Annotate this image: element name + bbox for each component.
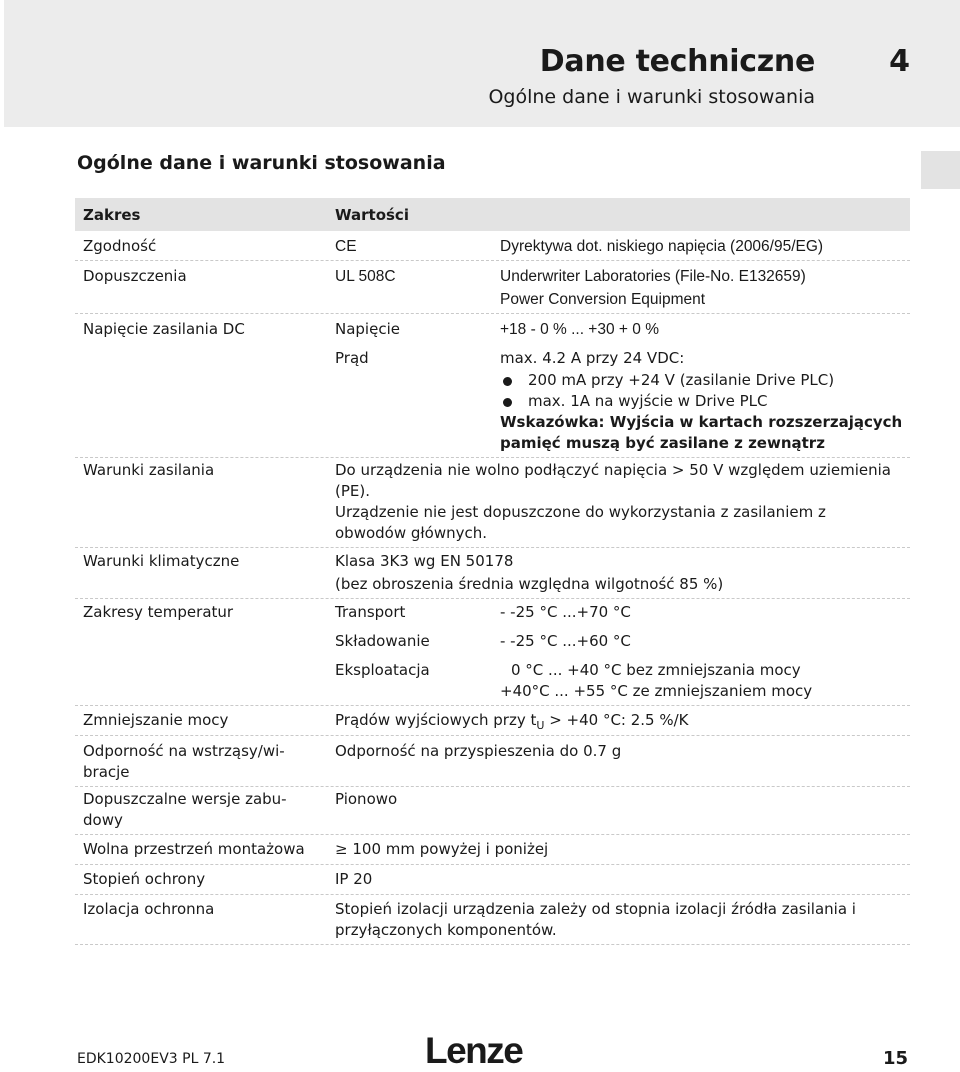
sub-label-skladowanie: Składowanie <box>335 632 430 650</box>
row-label-warunki-zasilania: Warunki zasilania <box>83 461 215 479</box>
column-header-zakres: Zakres <box>83 206 141 224</box>
bullet-icon <box>503 377 512 386</box>
row-label-przestrzen: Wolna przestrzeń montażowa <box>83 840 305 858</box>
insulation-line-2: przyłączonych komponentów. <box>335 921 557 939</box>
value-ul-lab: Underwriter Laboratories (File-No. E132659) <box>500 268 806 285</box>
supply-line-1: Do urządzenia nie wolno podłączyć napięcia > 50 V względem uziemienia <box>335 461 891 479</box>
sub-label-eksploatacja: Eksploatacja <box>335 661 430 679</box>
row-label-napiecie: Napięcie zasilania DC <box>83 320 245 338</box>
row-label-odpornosc-1: Odporność na wstrząsy/wi- <box>83 742 285 760</box>
value-operation-range-1: 0 °C ... +40 °C bez zmniejszania mocy <box>511 661 801 679</box>
row-divider <box>75 786 910 787</box>
row-label-stopien: Stopień ochrony <box>83 870 206 888</box>
climate-line-2: (bez obroszenia średnia względna wilgotność 85 %) <box>335 575 724 593</box>
note-line-2: pamięć muszą być zasilane z zewnątrz <box>500 434 825 452</box>
value-storage-range: - -25 °C ...+60 °C <box>500 632 631 650</box>
sub-label-napiecie: Napięcie <box>335 320 400 338</box>
greater-equal-icon: ≥ <box>335 840 348 858</box>
row-divider <box>75 705 910 706</box>
chapter-number: 4 <box>889 44 910 79</box>
insulation-line-1: Stopień izolacji urządzenia zależy od stopnia izolacji źródła zasilania i <box>335 900 856 918</box>
page-number: 15 <box>882 1048 908 1069</box>
clearance-value: ≥ 100 mm powyżej i poniżej <box>335 840 549 858</box>
protection-class-value: IP 20 <box>335 870 373 888</box>
row-label-wersje-2: dowy <box>83 811 123 829</box>
row-label-zgodnosc: Zgodność <box>83 237 157 255</box>
row-label-warunki-klimatyczne: Warunki klimatyczne <box>83 552 240 570</box>
row-divider <box>75 260 910 261</box>
page-header <box>4 0 960 127</box>
shock-resistance-value: Odporność na przyspieszenia do 0.7 g <box>335 742 622 760</box>
lenze-logo: Lenze <box>425 1030 523 1071</box>
row-divider <box>75 313 910 314</box>
value-transport-range: - -25 °C ...+70 °C <box>500 603 631 621</box>
mounting-orientation-value: Pionowo <box>335 790 398 808</box>
row-divider <box>75 547 910 548</box>
value-current-max: max. 4.2 A przy 24 VDC: <box>500 349 685 367</box>
value-ul: UL 508C <box>335 268 396 285</box>
page-title: Dane techniczne <box>539 44 815 79</box>
climate-line-1: Klasa 3K3 wg EN 50178 <box>335 552 514 570</box>
table-header <box>75 198 910 231</box>
value-directive: Dyrektywa dot. niskiego napięcia (2006/95/EG) <box>500 238 824 255</box>
page-subtitle: Ogólne dane i warunki stosowania <box>488 86 815 108</box>
note-line-1: Wskazówka: Wyjścia w kartach rozszerzających <box>500 413 903 431</box>
supply-line-2: (PE). <box>335 482 370 500</box>
section-title: Ogólne dane i warunki stosowania <box>77 152 446 174</box>
row-label-izolacja: Izolacja ochronna <box>83 900 215 918</box>
row-divider <box>75 598 910 599</box>
row-divider <box>75 457 910 458</box>
bullet-text-1a: max. 1A na wyjście w Drive PLC <box>528 392 768 410</box>
sub-label-prad: Prąd <box>335 349 369 367</box>
row-divider <box>75 834 910 835</box>
value-ce: CE <box>335 238 357 255</box>
row-label-zmniejszanie: Zmniejszanie mocy <box>83 711 229 729</box>
chapter-tab-marker <box>921 151 960 189</box>
bullet-text-200ma: 200 mA przy +24 V (zasilanie Drive PLC) <box>528 371 835 389</box>
row-label-odpornosc-2: bracje <box>83 763 130 781</box>
document-id: EDK10200EV3 PL 7.1 <box>77 1051 226 1067</box>
value-voltage-range: +18 - 0 % ... +30 + 0 % <box>500 321 659 338</box>
row-divider <box>75 735 910 736</box>
derating-value: Prądów wyjściowych przy $t_U > +40$ °C: 2.5 %/K <box>335 711 689 732</box>
value-ul-equipment: Power Conversion Equipment <box>500 291 706 308</box>
row-label-wersje-1: Dopuszczalne wersje zabu- <box>83 790 287 808</box>
row-divider <box>75 894 910 895</box>
supply-line-3: Urządzenie nie jest dopuszczone do wykorzystania z zasilaniem z <box>335 503 826 521</box>
sub-label-transport: Transport <box>335 603 406 621</box>
value-operation-range-2: +40°C ... +55 °C ze zmniejszaniem mocy <box>500 682 813 700</box>
row-divider <box>75 864 910 865</box>
row-label-dopuszczenia: Dopuszczenia <box>83 267 187 285</box>
supply-line-4: obwodów głównych. <box>335 524 488 542</box>
bullet-icon <box>503 398 512 407</box>
row-divider <box>75 944 910 945</box>
row-label-zakresy-temperatur: Zakresy temperatur <box>83 603 234 621</box>
column-header-wartosci: Wartości <box>335 206 409 224</box>
